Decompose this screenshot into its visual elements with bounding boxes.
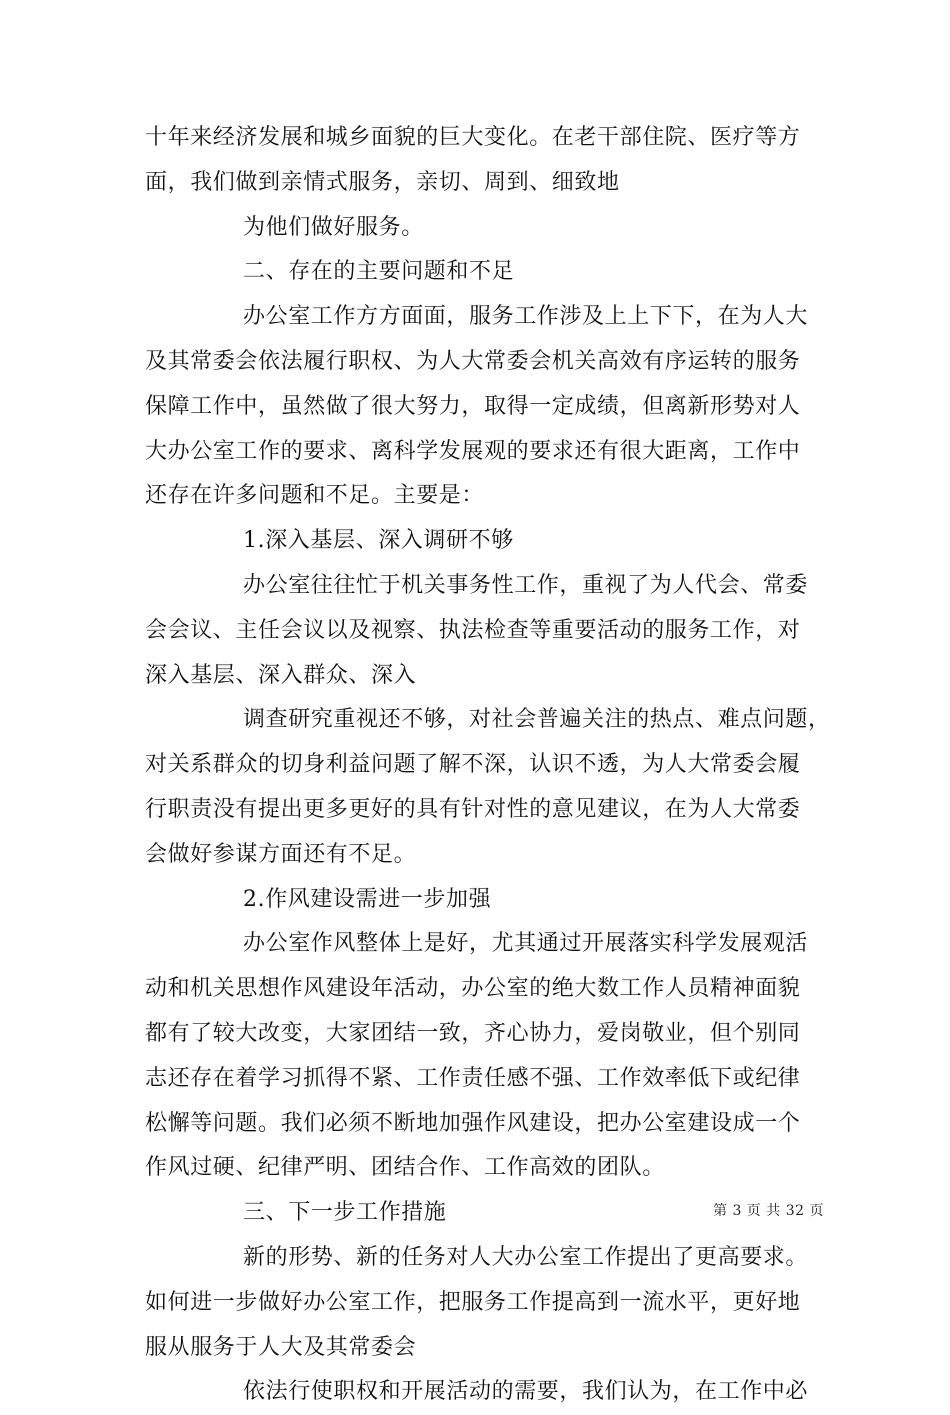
text-line: 都有了较大改变，大家团结一致，齐心协力，爱岗敬业，但个别同 [145,1020,801,1046]
text-line: 松懈等问题。我们必须不断地加强作风建设，把办公室建设成一个 [145,1110,801,1136]
text-line: 还存在许多问题和不足。主要是： [145,483,485,509]
text-line: 十年来经济发展和城乡面貌的巨大变化。在老干部住院、医疗等方 [145,125,801,150]
text-line: 办公室工作方方面面，服务工作涉及上上下下，在为人大 [243,304,809,330]
text-line: 保障工作中，虽然做了很大努力，取得一定成绩，但离新形势对人 [145,393,801,419]
text-line: 及其常委会依法履行职权、为人大常委会机关高效有序运转的服务 [145,348,801,374]
text-line: 面，我们做到亲情式服务，亲切、周到、细致地 [145,169,620,195]
text-line: 作风过硬、纪律严明、团结合作、工作高效的团队。 [145,1155,665,1181]
text-line: 服从服务于人大及其常委会 [145,1334,417,1360]
text-line: 如何进一步做好办公室工作，把服务工作提高到一流水平，更好地 [145,1289,801,1315]
section-heading-problems: 二、存在的主要问题和不足 [243,259,515,285]
page-number: 第 3 页 共 32 页 [713,1203,824,1219]
text-line: 深入基层、深入群众、深入 [145,662,417,688]
text-line: 办公室作风整体上是好，尤其通过开展落实科学发展观活 [243,931,809,957]
subheading-workstyle: 2.作风建设需进一步加强 [243,886,492,912]
text-line: 依法行使职权和开展活动的需要，我们认为，在工作中必 [243,1379,809,1405]
text-line: 新的形势、新的任务对人大办公室工作提出了更高要求。 [243,1244,809,1270]
text-line: 对关系群众的切身利益问题了解不深，认识不透，为人大常委会履 [145,752,801,778]
text-line: 为他们做好服务。 [243,214,424,240]
document-body [145,116,831,1415]
section-heading-next-steps: 三、下一步工作措施 [243,1200,447,1226]
subheading-research: 1.深入基层、深入调研不够 [243,528,514,554]
text-line: 大办公室工作的要求、离科学发展观的要求还有很大距离，工作中 [145,438,801,464]
text-line: 动和机关思想作风建设年活动，办公室的绝大数工作人员精神面貌 [145,976,801,1002]
text-line: 会做好参谋方面还有不足。 [145,841,417,867]
text-line: 志还存在着学习抓得不紧、工作责任感不强、工作效率低下或纪律 [145,1065,801,1091]
text-line: 会会议、主任会议以及视察、执法检查等重要活动的服务工作，对 [145,617,801,643]
text-line: 办公室往往忙于机关事务性工作，重视了为人代会、常委 [243,572,809,598]
text-line: 行职责没有提出更多更好的具有针对性的意见建议，在为人大常委 [145,796,801,822]
text-line: 调查研究重视还不够，对社会普遍关注的热点、难点问题， [243,707,831,733]
